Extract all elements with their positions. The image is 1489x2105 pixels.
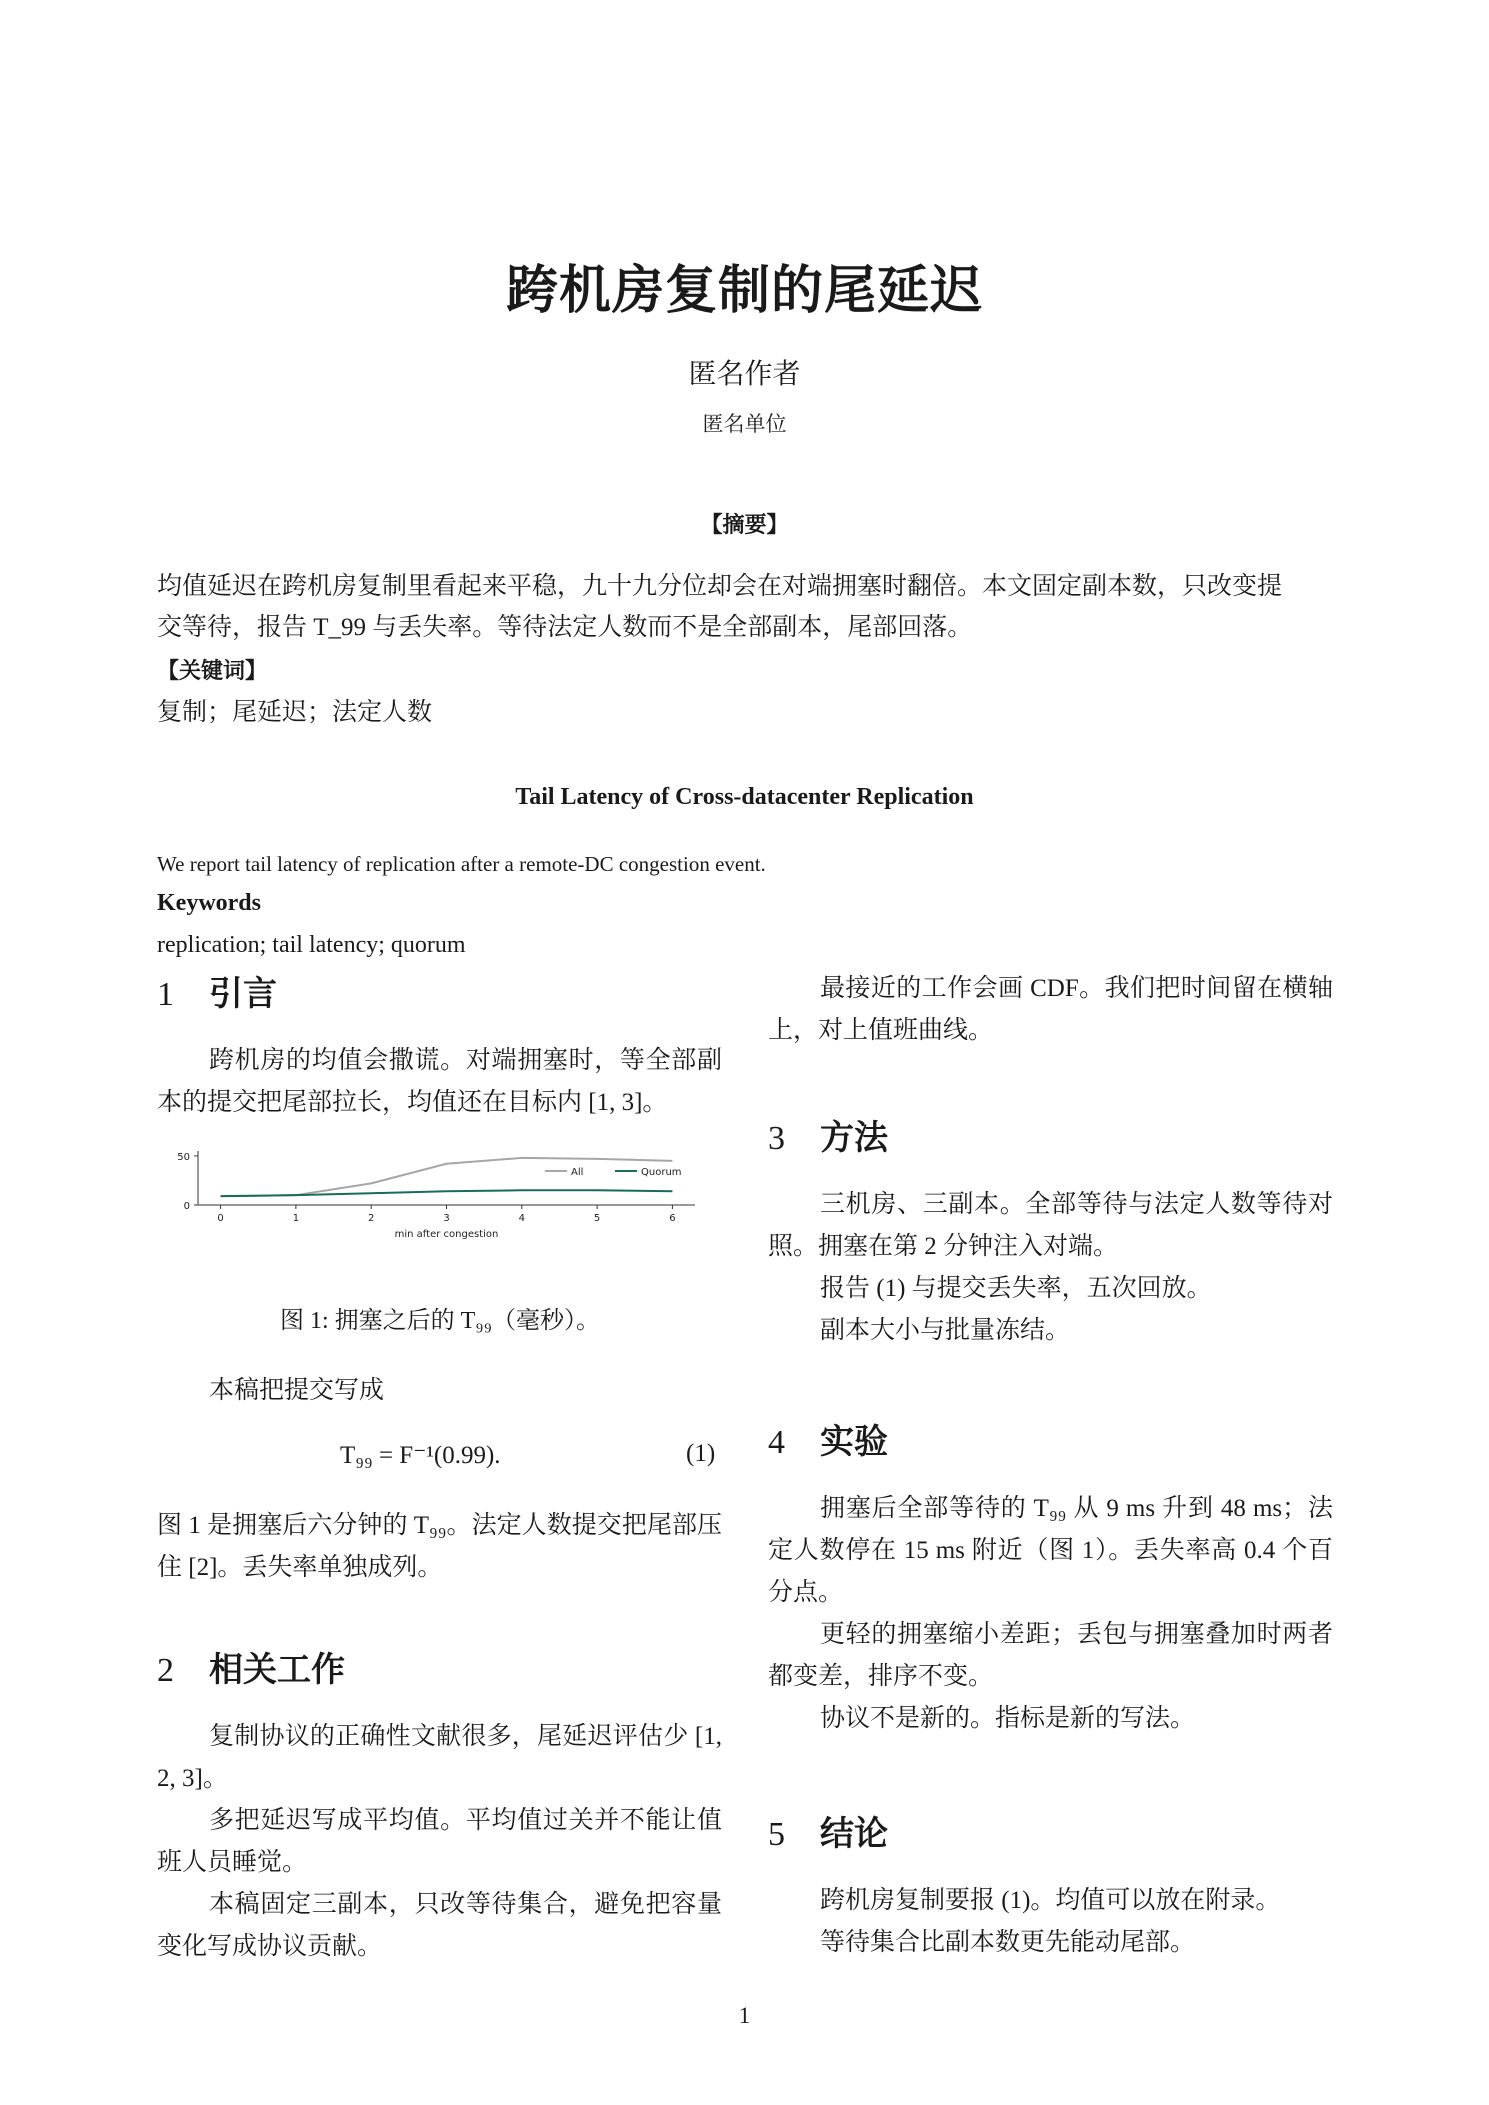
x-tick-label: 1 xyxy=(292,1213,300,1224)
paragraph: 复制协议的正确性文献很多，尾延迟评估少 [1, 2, 3]。 xyxy=(157,1723,722,1792)
x-tick-label: 3 xyxy=(443,1213,450,1224)
section-2-body xyxy=(157,1716,722,1968)
equation: T₉₉ = F⁻¹(0.99). xyxy=(340,1442,501,1469)
section-5-body xyxy=(768,1880,1333,1964)
section-number: 1 xyxy=(157,976,174,1013)
keywords-heading: 【关键词】 xyxy=(157,659,268,684)
section-1-para-3 xyxy=(157,1505,722,1589)
paragraph: 拥塞后全部等待的 T₉₉ 从 9 ms 升到 48 ms；法定人数停在 15 ms 附近（图 1）。丢失率高 0.4 个百分点。 xyxy=(768,1495,1333,1606)
section-number: 3 xyxy=(768,1120,785,1157)
section-4-heading xyxy=(768,1414,888,1463)
paper-title: 跨机房复制的尾延迟 xyxy=(505,261,983,321)
paragraph: 图 1 是拥塞后六分钟的 T₉₉。法定人数提交把尾部压住 [2]。丢失率单独成列。 xyxy=(157,1512,722,1581)
paragraph: 等待集合比副本数更先能动尾部。 xyxy=(820,1929,1196,1956)
section-number: 5 xyxy=(768,1816,785,1853)
section-number: 4 xyxy=(768,1424,785,1461)
section-3-body xyxy=(768,1184,1333,1352)
page-number: 1 xyxy=(738,2003,751,2028)
paragraph: 跨机房的均值会撒谎。对端拥塞时，等全部副本的提交把尾部拉长，均值还在目标内 [1, 3]。 xyxy=(157,1047,722,1116)
english-title: Tail Latency of Cross-datacenter Replication xyxy=(515,784,974,810)
affiliation: 匿名单位 xyxy=(702,412,787,436)
legend-label: All xyxy=(571,1167,584,1178)
section-number: 2 xyxy=(157,1652,174,1689)
section-title: 方法 xyxy=(820,1118,888,1158)
keywords: 复制；尾延迟；法定人数 xyxy=(157,699,433,726)
english-abstract: We report tail latency of replication after a remote-DC congestion event. xyxy=(157,852,766,876)
paragraph: 本稿固定三副本，只改等待集合，避免把容量变化写成协议贡献。 xyxy=(157,1891,722,1960)
legend-label: Quorum xyxy=(641,1167,682,1178)
y-tick-label: 50 xyxy=(177,1151,190,1163)
section-2-heading xyxy=(157,1642,345,1691)
section-title: 相关工作 xyxy=(209,1650,345,1690)
x-tick-label: 6 xyxy=(669,1213,676,1224)
section-3-heading xyxy=(768,1110,888,1159)
section-1-para-1 xyxy=(157,1040,722,1124)
paragraph: 更轻的拥塞缩小差距；丢包与拥塞叠加时两者都变差，排序不变。 xyxy=(768,1621,1333,1690)
x-tick-label: 2 xyxy=(368,1213,375,1224)
section-1-para-2 xyxy=(157,1370,722,1412)
series-line-quorum xyxy=(221,1190,673,1196)
section-4-body xyxy=(768,1488,1333,1740)
figure-1-caption: 图 1: 拥塞之后的 T₉₉（毫秒）。 xyxy=(279,1308,601,1334)
section-5-heading xyxy=(768,1806,888,1855)
chart-layer xyxy=(177,1151,695,1240)
english-keywords-heading: Keywords xyxy=(157,890,261,916)
x-tick-label: 4 xyxy=(518,1213,525,1224)
paragraph: 报告 (1) 与提交丢失率，五次回放。 xyxy=(820,1275,1212,1302)
abstract-heading: 【摘要】 xyxy=(700,513,789,538)
paragraph: 本稿把提交写成 xyxy=(209,1377,385,1404)
section-title: 实验 xyxy=(820,1422,888,1462)
paragraph: 副本大小与批量冻结。 xyxy=(820,1317,1071,1344)
paragraph: 最接近的工作会画 CDF。我们把时间留在横轴上，对上值班曲线。 xyxy=(768,975,1333,1044)
x-tick-label: 0 xyxy=(217,1213,224,1224)
equation-number: (1) xyxy=(686,1440,716,1467)
section-title: 引言 xyxy=(209,974,277,1014)
paragraph: 跨机房复制要报 (1)。均值可以放在附录。 xyxy=(820,1887,1281,1914)
section-1-heading xyxy=(157,966,277,1015)
x-axis-label: min after congestion xyxy=(394,1229,499,1240)
figure-1-chart xyxy=(160,1145,720,1260)
abstract-line: 均值延迟在跨机房复制里看起来平稳，九十九分位却会在对端拥塞时翻倍。本文固定副本数，只改变提 xyxy=(157,573,1283,600)
x-tick-label: 5 xyxy=(593,1213,601,1224)
english-keywords: replication; tail latency; quorum xyxy=(157,932,466,958)
paragraph: 协议不是新的。指标是新的写法。 xyxy=(820,1705,1196,1732)
section-2-continued xyxy=(768,968,1333,1052)
section-title: 结论 xyxy=(820,1814,888,1854)
y-tick-label: 0 xyxy=(183,1201,190,1212)
abstract xyxy=(157,566,1337,648)
author: 匿名作者 xyxy=(688,359,801,390)
paragraph: 三机房、三副本。全部等待与法定人数等待对照。拥塞在第 2 分钟注入对端。 xyxy=(768,1191,1333,1260)
abstract-line: 交等待，报告 T_99 与丢失率。等待法定人数而不是全部副本，尾部回落。 xyxy=(157,614,973,641)
paragraph: 多把延迟写成平均值。平均值过关并不能让值班人员睡觉。 xyxy=(157,1807,722,1876)
